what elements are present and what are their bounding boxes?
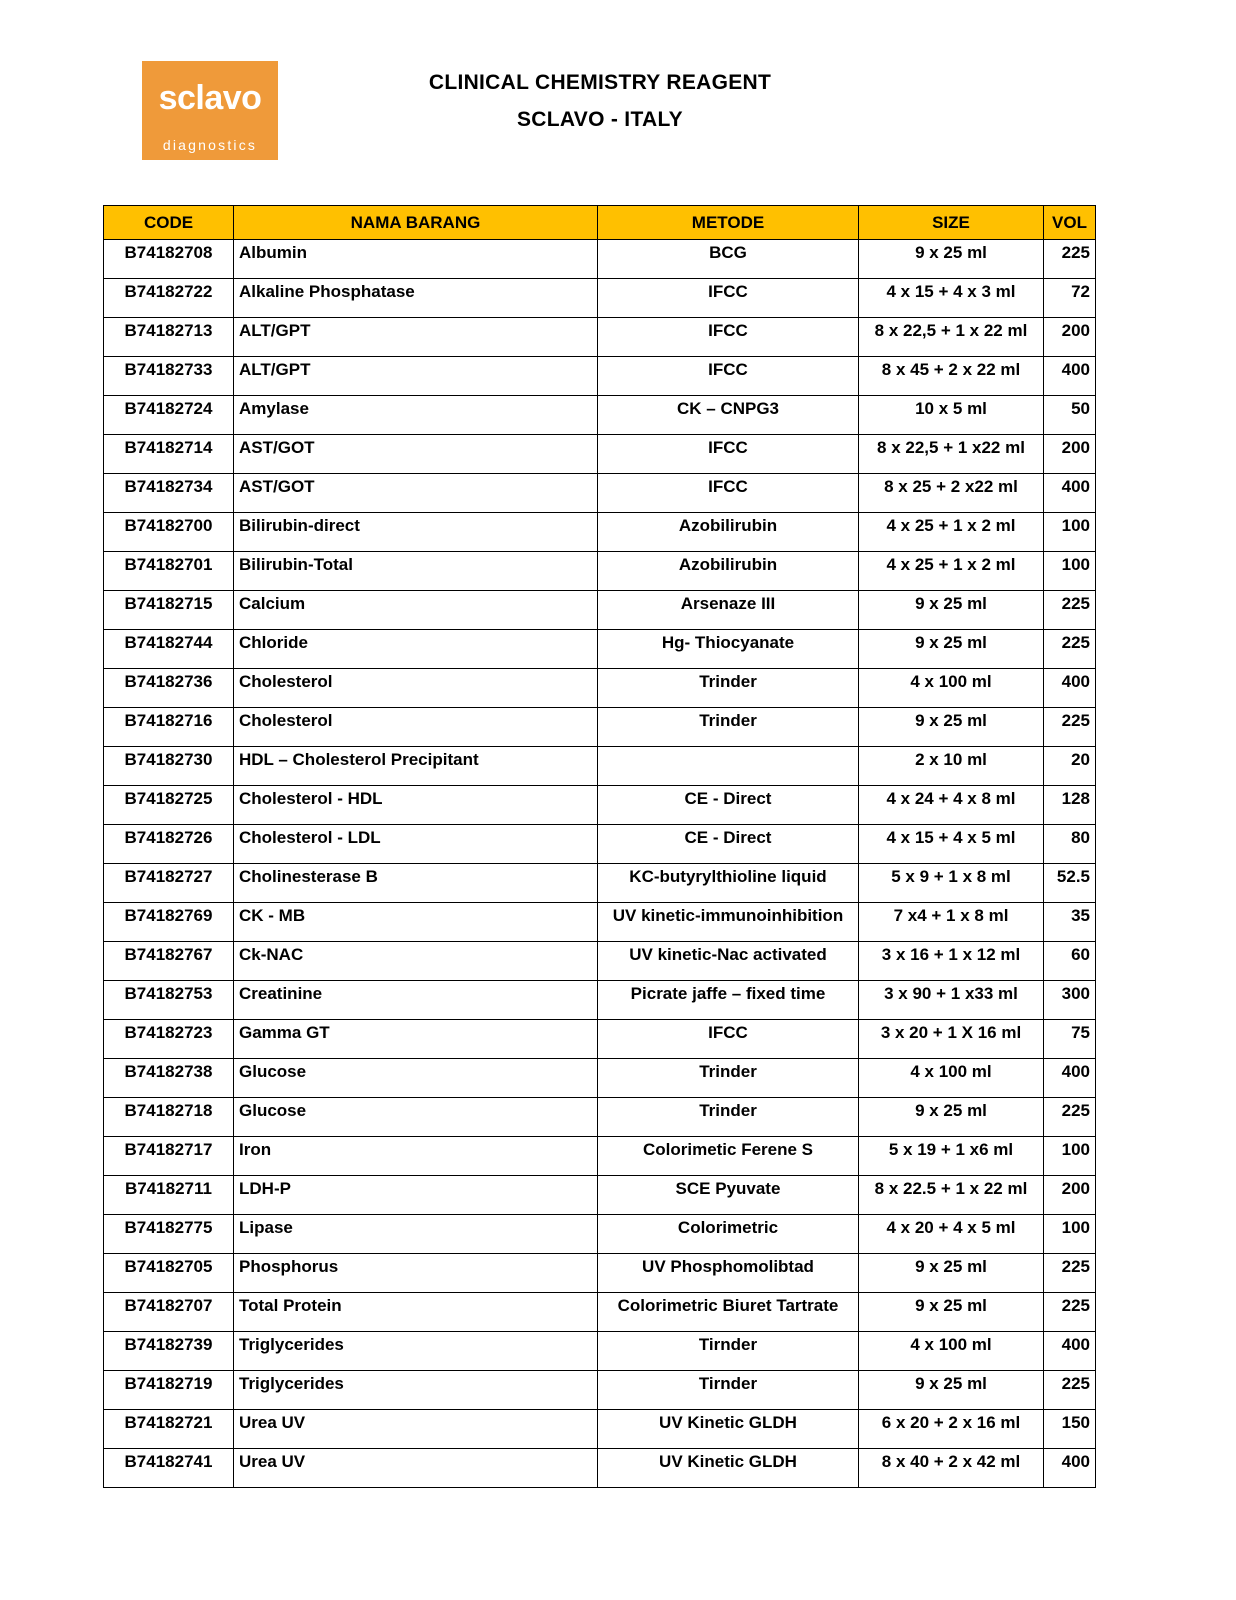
cell-metode: IFCC — [598, 435, 859, 474]
cell-size: 4 x 25 + 1 x 2 ml — [859, 513, 1044, 552]
cell-vol: 400 — [1044, 1332, 1096, 1371]
cell-nama-barang: Glucose — [234, 1059, 598, 1098]
cell-metode: Colorimetic Ferene S — [598, 1137, 859, 1176]
cell-metode: Azobilirubin — [598, 513, 859, 552]
cell-vol: 400 — [1044, 474, 1096, 513]
cell-metode: Trinder — [598, 708, 859, 747]
page-subtitle: SCLAVO - ITALY — [517, 108, 683, 131]
cell-nama-barang: Bilirubin-Total — [234, 552, 598, 591]
cell-code: B74182718 — [104, 1098, 234, 1137]
cell-metode: UV kinetic-immunoinhibition — [598, 903, 859, 942]
cell-nama-barang: Amylase — [234, 396, 598, 435]
table-row — [104, 1137, 1096, 1176]
cell-metode: Picrate jaffe – fixed time — [598, 981, 859, 1020]
reagent-table — [103, 205, 1096, 1488]
cell-size: 4 x 20 + 4 x 5 ml — [859, 1215, 1044, 1254]
table-row — [104, 357, 1096, 396]
cell-vol: 150 — [1044, 1410, 1096, 1449]
cell-metode — [598, 747, 859, 786]
cell-code: B74182741 — [104, 1449, 234, 1488]
cell-size: 9 x 25 ml — [859, 1254, 1044, 1293]
cell-code: B74182738 — [104, 1059, 234, 1098]
cell-nama-barang: ALT/GPT — [234, 318, 598, 357]
cell-nama-barang: HDL – Cholesterol Precipitant — [234, 747, 598, 786]
cell-vol: 300 — [1044, 981, 1096, 1020]
cell-metode: IFCC — [598, 1020, 859, 1059]
cell-size: 8 x 45 + 2 x 22 ml — [859, 357, 1044, 396]
cell-metode: UV kinetic-Nac activated — [598, 942, 859, 981]
cell-vol: 100 — [1044, 1215, 1096, 1254]
logo-brand: sclavo — [158, 79, 262, 117]
table-row — [104, 396, 1096, 435]
cell-vol: 100 — [1044, 513, 1096, 552]
cell-nama-barang: Calcium — [234, 591, 598, 630]
cell-size: 3 x 16 + 1 x 12 ml — [859, 942, 1044, 981]
cell-vol: 200 — [1044, 318, 1096, 357]
cell-nama-barang: Gamma GT — [234, 1020, 598, 1059]
cell-code: B74182767 — [104, 942, 234, 981]
cell-code: B74182714 — [104, 435, 234, 474]
table-row — [104, 1449, 1096, 1488]
cell-metode: KC-butyrylthioline liquid — [598, 864, 859, 903]
cell-metode: IFCC — [598, 318, 859, 357]
cell-vol: 35 — [1044, 903, 1096, 942]
cell-metode: IFCC — [598, 474, 859, 513]
cell-code: B74182715 — [104, 591, 234, 630]
table-row — [104, 864, 1096, 903]
cell-metode: SCE Pyuvate — [598, 1176, 859, 1215]
cell-metode: UV Kinetic GLDH — [598, 1410, 859, 1449]
cell-code: B74182708 — [104, 240, 234, 279]
cell-vol: 60 — [1044, 942, 1096, 981]
table-row — [104, 1020, 1096, 1059]
cell-vol: 50 — [1044, 396, 1096, 435]
cell-size: 8 x 25 + 2 x22 ml — [859, 474, 1044, 513]
cell-nama-barang: Triglycerides — [234, 1332, 598, 1371]
table-row — [104, 318, 1096, 357]
cell-metode: CK – CNPG3 — [598, 396, 859, 435]
cell-code: B74182724 — [104, 396, 234, 435]
cell-code: B74182723 — [104, 1020, 234, 1059]
cell-nama-barang: Triglycerides — [234, 1371, 598, 1410]
cell-size: 9 x 25 ml — [859, 1293, 1044, 1332]
cell-metode: IFCC — [598, 279, 859, 318]
table-row — [104, 240, 1096, 279]
cell-code: B74182719 — [104, 1371, 234, 1410]
cell-vol: 200 — [1044, 435, 1096, 474]
cell-nama-barang: AST/GOT — [234, 435, 598, 474]
cell-size: 3 x 90 + 1 x33 ml — [859, 981, 1044, 1020]
cell-size: 8 x 40 + 2 x 42 ml — [859, 1449, 1044, 1488]
cell-size: 4 x 100 ml — [859, 669, 1044, 708]
cell-nama-barang: ALT/GPT — [234, 357, 598, 396]
cell-metode: Hg- Thiocyanate — [598, 630, 859, 669]
cell-code: B74182716 — [104, 708, 234, 747]
table-row — [104, 474, 1096, 513]
cell-size: 5 x 19 + 1 x6 ml — [859, 1137, 1044, 1176]
table-row — [104, 591, 1096, 630]
cell-code: B74182734 — [104, 474, 234, 513]
cell-nama-barang: Iron — [234, 1137, 598, 1176]
cell-metode: UV Phosphomolibtad — [598, 1254, 859, 1293]
cell-size: 6 x 20 + 2 x 16 ml — [859, 1410, 1044, 1449]
cell-code: B74182769 — [104, 903, 234, 942]
cell-size: 9 x 25 ml — [859, 630, 1044, 669]
cell-code: B74182744 — [104, 630, 234, 669]
cell-code: B74182775 — [104, 1215, 234, 1254]
table-row — [104, 1371, 1096, 1410]
cell-nama-barang: Urea UV — [234, 1410, 598, 1449]
cell-size: 9 x 25 ml — [859, 1371, 1044, 1410]
cell-code: B74182730 — [104, 747, 234, 786]
cell-vol: 225 — [1044, 1371, 1096, 1410]
cell-size: 8 x 22,5 + 1 x22 ml — [859, 435, 1044, 474]
table-header-row — [104, 206, 1096, 240]
cell-size: 7 x4 + 1 x 8 ml — [859, 903, 1044, 942]
table-row — [104, 1059, 1096, 1098]
table-row — [104, 903, 1096, 942]
cell-code: B74182726 — [104, 825, 234, 864]
table-row — [104, 825, 1096, 864]
cell-nama-barang: CK - MB — [234, 903, 598, 942]
table-row — [104, 669, 1096, 708]
cell-nama-barang: Total Protein — [234, 1293, 598, 1332]
cell-metode: CE - Direct — [598, 786, 859, 825]
cell-vol: 400 — [1044, 1449, 1096, 1488]
table-row — [104, 1293, 1096, 1332]
cell-metode: Azobilirubin — [598, 552, 859, 591]
cell-size: 4 x 100 ml — [859, 1332, 1044, 1371]
page-title: CLINICAL CHEMISTRY REAGENT — [428, 71, 772, 94]
cell-size: 8 x 22.5 + 1 x 22 ml — [859, 1176, 1044, 1215]
table-row — [104, 435, 1096, 474]
table-row — [104, 1098, 1096, 1137]
cell-vol: 72 — [1044, 279, 1096, 318]
cell-metode: Trinder — [598, 1098, 859, 1137]
table-row — [104, 1215, 1096, 1254]
table-row — [104, 1410, 1096, 1449]
cell-metode: CE - Direct — [598, 825, 859, 864]
cell-vol: 225 — [1044, 708, 1096, 747]
cell-vol: 75 — [1044, 1020, 1096, 1059]
cell-size: 9 x 25 ml — [859, 591, 1044, 630]
cell-nama-barang: Alkaline Phosphatase — [234, 279, 598, 318]
cell-size: 5 x 9 + 1 x 8 ml — [859, 864, 1044, 903]
cell-metode: Arsenaze III — [598, 591, 859, 630]
cell-code: B74182736 — [104, 669, 234, 708]
cell-nama-barang: Creatinine — [234, 981, 598, 1020]
cell-nama-barang: Cholesterol - HDL — [234, 786, 598, 825]
cell-metode: Colorimetric — [598, 1215, 859, 1254]
cell-size: 9 x 25 ml — [859, 240, 1044, 279]
cell-metode: Trinder — [598, 669, 859, 708]
cell-nama-barang: Phosphorus — [234, 1254, 598, 1293]
cell-vol: 225 — [1044, 630, 1096, 669]
cell-metode: IFCC — [598, 357, 859, 396]
cell-nama-barang: Urea UV — [234, 1449, 598, 1488]
cell-vol: 225 — [1044, 1293, 1096, 1332]
cell-metode: Trinder — [598, 1059, 859, 1098]
cell-vol: 200 — [1044, 1176, 1096, 1215]
table-row — [104, 279, 1096, 318]
cell-code: B74182727 — [104, 864, 234, 903]
cell-size: 4 x 25 + 1 x 2 ml — [859, 552, 1044, 591]
table-row — [104, 981, 1096, 1020]
cell-nama-barang: Cholesterol — [234, 669, 598, 708]
cell-code: B74182721 — [104, 1410, 234, 1449]
cell-metode: BCG — [598, 240, 859, 279]
cell-nama-barang: AST/GOT — [234, 474, 598, 513]
cell-vol: 128 — [1044, 786, 1096, 825]
cell-nama-barang: Lipase — [234, 1215, 598, 1254]
table-row — [104, 552, 1096, 591]
table-row — [104, 630, 1096, 669]
cell-code: B74182705 — [104, 1254, 234, 1293]
cell-vol: 100 — [1044, 1137, 1096, 1176]
cell-vol: 225 — [1044, 591, 1096, 630]
sclavo-logo — [142, 61, 278, 160]
cell-code: B74182713 — [104, 318, 234, 357]
cell-nama-barang: Chloride — [234, 630, 598, 669]
table-row — [104, 942, 1096, 981]
cell-metode: UV Kinetic GLDH — [598, 1449, 859, 1488]
cell-size: 8 x 22,5 + 1 x 22 ml — [859, 318, 1044, 357]
cell-size: 3 x 20 + 1 X 16 ml — [859, 1020, 1044, 1059]
cell-vol: 20 — [1044, 747, 1096, 786]
cell-nama-barang: Cholesterol - LDL — [234, 825, 598, 864]
cell-nama-barang: Ck-NAC — [234, 942, 598, 981]
cell-metode: Colorimetric Biuret Tartrate — [598, 1293, 859, 1332]
table-row — [104, 1254, 1096, 1293]
cell-code: B74182725 — [104, 786, 234, 825]
cell-nama-barang: Cholinesterase B — [234, 864, 598, 903]
cell-nama-barang: Cholesterol — [234, 708, 598, 747]
cell-size: 4 x 100 ml — [859, 1059, 1044, 1098]
cell-vol: 400 — [1044, 357, 1096, 396]
cell-nama-barang: LDH-P — [234, 1176, 598, 1215]
table-body — [104, 240, 1096, 1488]
cell-code: B74182707 — [104, 1293, 234, 1332]
cell-size: 2 x 10 ml — [859, 747, 1044, 786]
cell-size: 9 x 25 ml — [859, 708, 1044, 747]
table-row — [104, 1332, 1096, 1371]
cell-nama-barang: Glucose — [234, 1098, 598, 1137]
cell-vol: 400 — [1044, 1059, 1096, 1098]
cell-vol: 400 — [1044, 669, 1096, 708]
cell-vol: 100 — [1044, 552, 1096, 591]
table-row — [104, 747, 1096, 786]
cell-vol: 225 — [1044, 1098, 1096, 1137]
column-header-metode: METODE — [598, 206, 859, 240]
cell-vol: 225 — [1044, 1254, 1096, 1293]
column-header-size: SIZE — [859, 206, 1044, 240]
table-row — [104, 513, 1096, 552]
cell-size: 4 x 15 + 4 x 5 ml — [859, 825, 1044, 864]
cell-code: B74182717 — [104, 1137, 234, 1176]
column-header-code: CODE — [104, 206, 234, 240]
cell-code: B74182722 — [104, 279, 234, 318]
cell-code: B74182753 — [104, 981, 234, 1020]
cell-size: 10 x 5 ml — [859, 396, 1044, 435]
column-header-nama-barang: NAMA BARANG — [234, 206, 598, 240]
cell-code: B74182739 — [104, 1332, 234, 1371]
cell-nama-barang: Bilirubin-direct — [234, 513, 598, 552]
cell-code: B74182700 — [104, 513, 234, 552]
cell-vol: 80 — [1044, 825, 1096, 864]
column-header-vol: VOL — [1044, 206, 1096, 240]
cell-size: 4 x 24 + 4 x 8 ml — [859, 786, 1044, 825]
cell-vol: 225 — [1044, 240, 1096, 279]
logo-subtitle: diagnostics — [162, 137, 258, 153]
cell-nama-barang: Albumin — [234, 240, 598, 279]
cell-code: B74182711 — [104, 1176, 234, 1215]
cell-vol: 52.5 — [1044, 864, 1096, 903]
table-row — [104, 708, 1096, 747]
cell-metode: Tirnder — [598, 1371, 859, 1410]
cell-size: 9 x 25 ml — [859, 1098, 1044, 1137]
cell-metode: Tirnder — [598, 1332, 859, 1371]
table-row — [104, 1176, 1096, 1215]
cell-code: B74182733 — [104, 357, 234, 396]
cell-size: 4 x 15 + 4 x 3 ml — [859, 279, 1044, 318]
table-row — [104, 786, 1096, 825]
cell-code: B74182701 — [104, 552, 234, 591]
